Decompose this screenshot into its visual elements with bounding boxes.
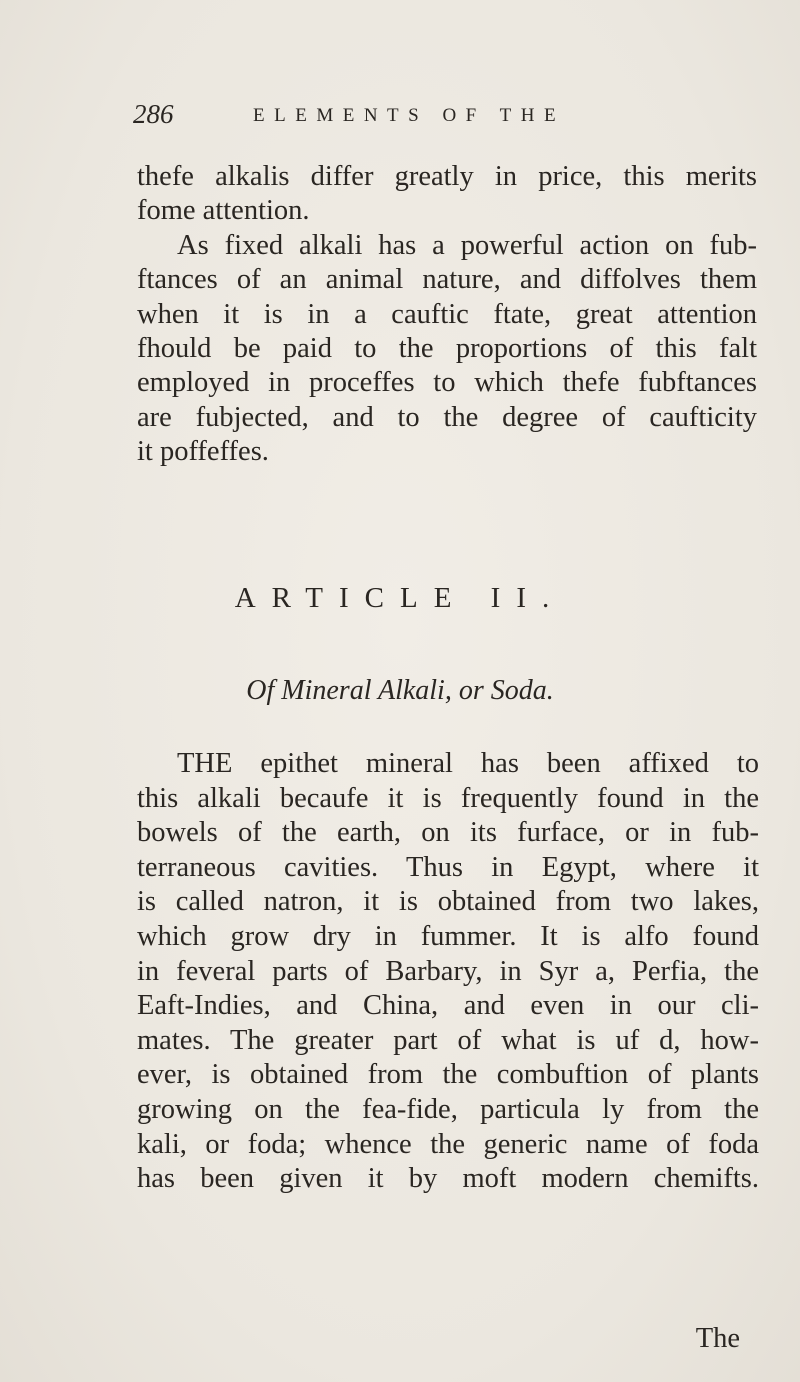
text-line: As fixed alkali has a powerful action on fub- (177, 229, 757, 261)
text-line: THE epithet mineral has been affixed to (177, 748, 759, 779)
page-number: 286 (133, 99, 174, 129)
text-line: ftances of an animal nature, and diffolves them (137, 264, 757, 296)
text-line: mates. The greater part of what is uf d, how- (137, 1024, 759, 1056)
text-line: is called natron, it is obtained from two lakes, (137, 886, 759, 918)
text-line: thefe alkalis differ greatly in price, this merits (137, 161, 757, 192)
text-line: terraneous cavities. Thus in Egypt, where it (137, 851, 759, 883)
text-line: it poffeffes. (137, 436, 269, 468)
text-line: employed in proceffes to which thefe fubftances (137, 367, 757, 399)
text-line: fhould be paid to the proportions of this falt (137, 332, 757, 364)
text-line: when it is in a cauftic ftate, great attention (137, 298, 757, 330)
text-line: bowels of the earth, on its furface, or in fub- (137, 817, 759, 849)
text-line: this alkali becaufe it is frequently found in the (137, 782, 759, 814)
catchword: The (695, 1323, 740, 1354)
text-line: has been given it by moft modern chemifts. (137, 1163, 759, 1195)
page-header (133, 96, 753, 136)
article-heading: ARTICLE II. (234, 582, 566, 614)
text-line: kali, or foda; whence the generic name of foda (137, 1128, 759, 1160)
text-line: growing on the fea-fide, particula ly from the (137, 1093, 759, 1125)
running-head: ELEMENTS OF THE (253, 105, 566, 126)
text-block-2 (137, 747, 759, 1197)
text-line: Eaft-Indies, and China, and even in our cli- (137, 990, 759, 1022)
text-block-1 (137, 160, 757, 470)
text-line: which grow dry in fummer. It is alfo found (137, 920, 759, 952)
text-line: are fubjected, and to the degree of caufticity (137, 401, 757, 433)
text-line: in feveral parts of Barbary, in Syr a, Perfia, the (137, 955, 759, 987)
text-line: fome attention. (137, 195, 310, 227)
article-subtitle: Of Mineral Alkali, or Soda. (246, 675, 554, 706)
text-line: ever, is obtained from the combuftion of plants (137, 1059, 759, 1091)
